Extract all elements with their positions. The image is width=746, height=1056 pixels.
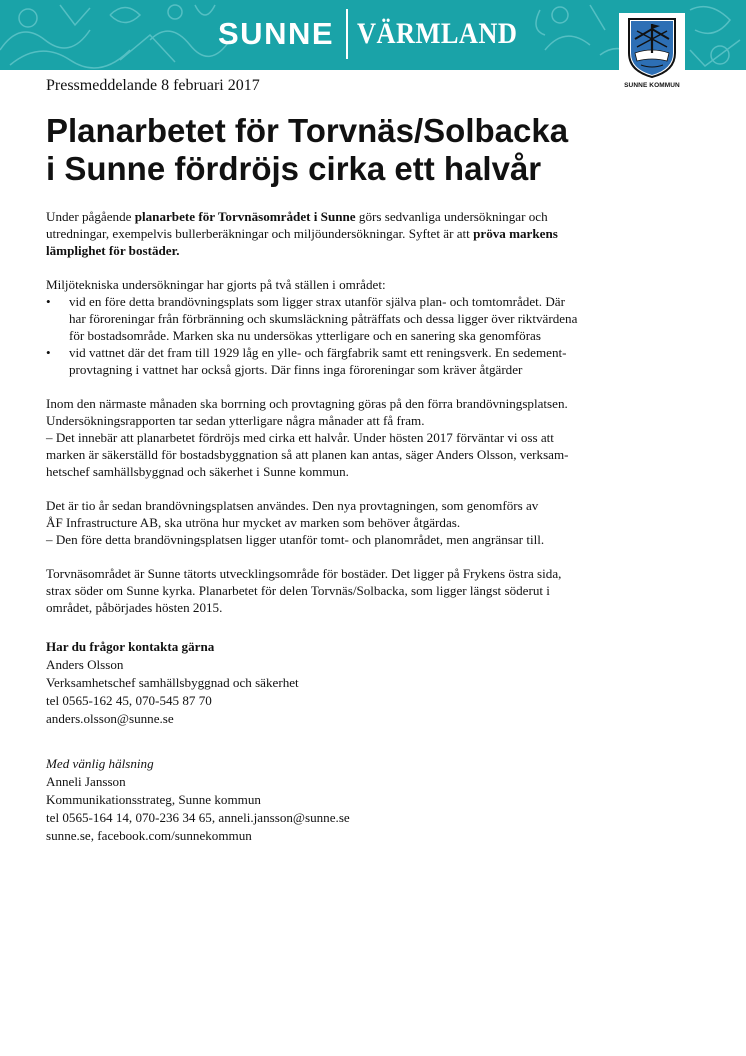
signoff-phone[interactable]: tel 0565-164 14, 070-236 34 65, anneli.jansson@sunne.se xyxy=(46,810,350,825)
title-line-1: Planarbetet för Torvnäs/Solbacka xyxy=(46,112,569,149)
bullet-text: vid en före detta brandövningsplats som ligger strax utanför själva plan- och tomtområdet. Där xyxy=(69,294,565,309)
signoff-role: Kommunikationsstrateg, Sunne kommun xyxy=(46,792,261,807)
paragraph-line: – Det innebär att planarbetet fördröjs med cirka ett halvår. Under hösten 2017 förväntar vi oss att xyxy=(46,430,554,445)
paragraph-history xyxy=(46,497,616,548)
bullet: • xyxy=(46,294,51,309)
intro-line-3: lämplighet för bostäder. xyxy=(46,243,180,258)
list-item xyxy=(46,293,616,344)
signoff-block xyxy=(46,755,546,845)
brand-divider xyxy=(346,9,348,59)
paragraph-line: Inom den närmaste månaden ska borrning och provtagning göras på den förra brandövningsplatsen. xyxy=(46,396,568,411)
crest-icon xyxy=(627,17,677,79)
intro-emphasis: planarbete för Torvnäsområdet i Sunne xyxy=(134,209,356,224)
list-item xyxy=(46,344,616,378)
intro-text: Under pågående xyxy=(46,209,135,224)
bullet-text: för bostadsområde. Marken ska nu undersökas ytterligare och en sanering ska genomföras xyxy=(69,328,541,343)
title-line-2: i Sunne fördröjs cirka ett halvår xyxy=(46,150,542,187)
contact-name: Anders Olsson xyxy=(46,657,124,672)
paragraph-line: strax söder om Sunne kyrka. Planarbetet för delen Torvnäs/Solbacka, som ligger längst söderut i xyxy=(46,583,550,598)
intro-emphasis: pröva markens xyxy=(473,226,558,241)
paragraph-line: Torvnäsområdet är Sunne tätorts utvecklingsområde för bostäder. Det ligger på Frykens östra sida, xyxy=(46,566,562,581)
survey-lead: Miljötekniska undersökningar har gjorts på två ställen i området: xyxy=(46,277,386,292)
survey-list xyxy=(46,293,616,378)
signoff-name: Anneli Jansson xyxy=(46,774,126,789)
brand-varmland: VÄRMLAND xyxy=(356,17,517,50)
intro-line-1 xyxy=(46,208,616,225)
paragraph-area xyxy=(46,565,616,616)
paragraph-line: Undersökningsrapporten tar sedan ytterligare några månader att få fram. xyxy=(46,413,425,428)
article-body xyxy=(46,208,616,633)
intro-text: utredningar, exempelvis bullerberäkningar och miljöundersökningar. Syftet är att xyxy=(46,226,474,241)
press-release-date: Pressmeddelande 8 februari 2017 xyxy=(46,77,260,94)
signoff-greeting: Med vänlig hälsning xyxy=(46,756,154,771)
crest-caption: SUNNE KOMMUN xyxy=(624,82,680,89)
paragraph-line: Det är tio år sedan brandövningsplatsen användes. Den nya provtagningen, som genomförs av xyxy=(46,498,539,513)
intro-line-2 xyxy=(46,225,616,242)
paragraph-line: hetschef samhällsbyggnad och säkerhet i Sunne kommun. xyxy=(46,464,349,479)
brand-sunne: SUNNE xyxy=(218,16,335,51)
bullet-text: provtagning i vattnet har också gjorts. Där finns inga föroreningar som kräver åtgärder xyxy=(69,362,523,377)
bullet-text: har föroreningar från förbränning och skumsläckning påträffats och dessa ligger över riktvärdena xyxy=(69,311,578,326)
page-title xyxy=(46,112,666,188)
intro-text: görs sedvanliga undersökningar och xyxy=(355,209,548,224)
brand-logo xyxy=(218,8,539,60)
paragraph-schedule xyxy=(46,395,616,480)
paragraph-line: marken är säkerställd för bostadsbyggnation så att planen kan antas, säger Anders Olsson, verksam- xyxy=(46,447,569,462)
signoff-web[interactable]: sunne.se, facebook.com/sunnekommun xyxy=(46,828,252,843)
intro-paragraph xyxy=(46,208,616,259)
contact-email[interactable]: anders.olsson@sunne.se xyxy=(46,711,174,726)
sunne-kommun-crest xyxy=(619,13,685,91)
paragraph-line: området, påbörjades hösten 2015. xyxy=(46,600,223,615)
contact-phone: tel 0565-162 45, 070-545 87 70 xyxy=(46,693,212,708)
paragraph-line: – Den före detta brandövningsplatsen ligger utanför tomt- och planområdet, men angränsar till. xyxy=(46,532,545,547)
contact-block xyxy=(46,638,546,728)
bullet: • xyxy=(46,345,51,360)
contact-role: Verksamhetschef samhällsbyggnad och säkerhet xyxy=(46,675,299,690)
contact-heading: Har du frågor kontakta gärna xyxy=(46,639,215,654)
paragraph-line: ÅF Infrastructure AB, ska utröna hur mycket av marken som behöver åtgärdas. xyxy=(46,515,461,530)
bullet-text: vid vattnet där det fram till 1929 låg en ylle- och färgfabrik samt ett reningsverk. En sedement- xyxy=(69,345,567,360)
